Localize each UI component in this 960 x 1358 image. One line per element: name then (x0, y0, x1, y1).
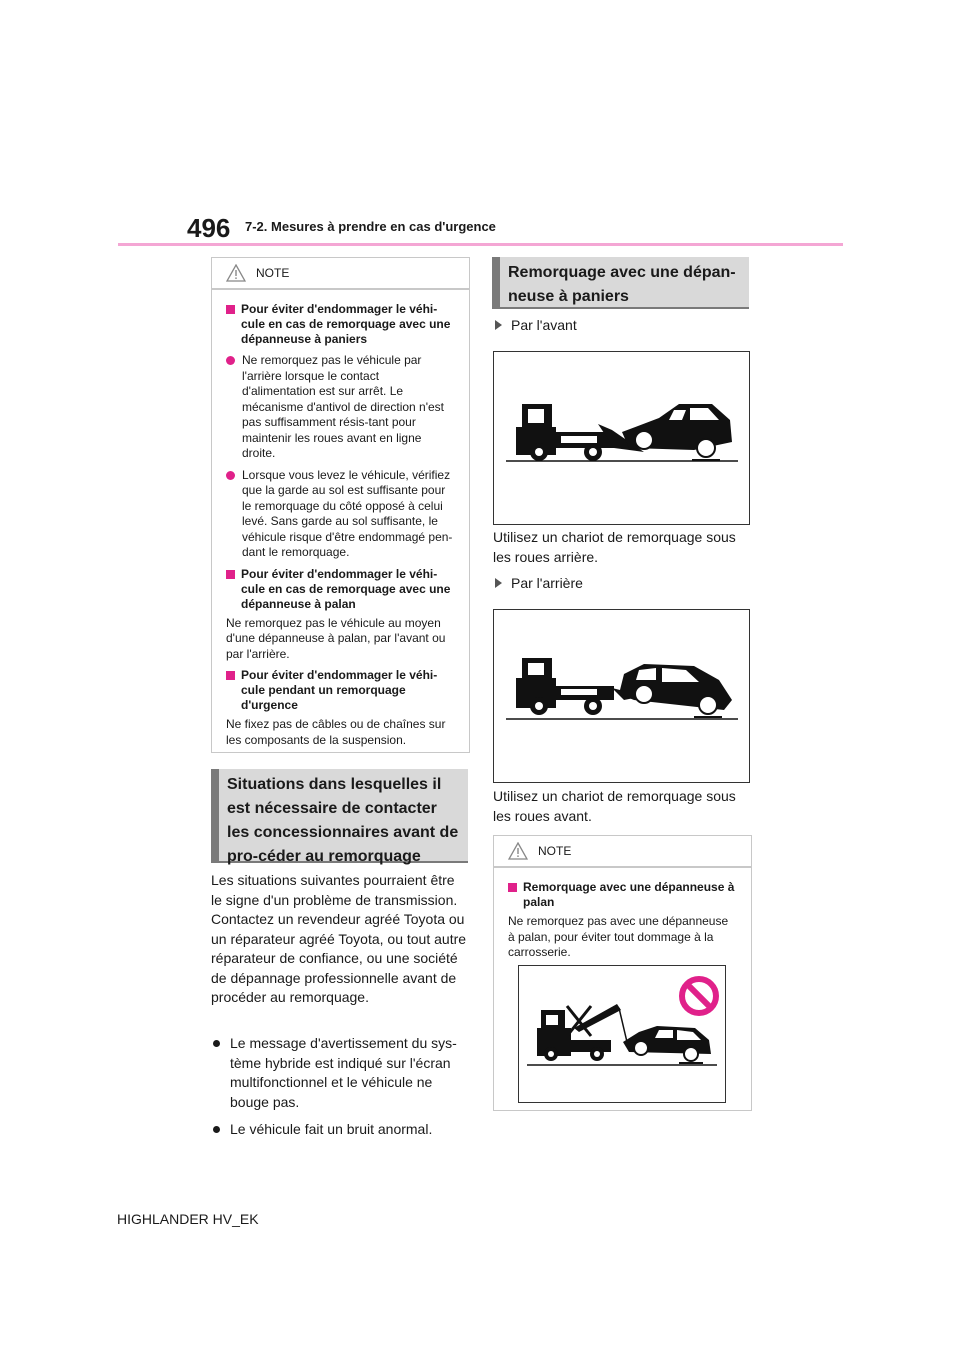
warning-icon (226, 264, 246, 282)
square-bullet-icon (226, 305, 235, 314)
list-item: Le véhicule fait un bruit anormal. (211, 1120, 468, 1140)
situations-list (211, 1026, 468, 1140)
warning-icon (508, 842, 528, 860)
list-item: Le message d'avertissement du sys-tème hybride est indiqué sur l'écran multifonctionnel et le véhicule ne bouge pas. (211, 1034, 468, 1112)
triangle-bullet-icon (495, 320, 502, 330)
note-paragraph: Ne remorquez pas le véhicule au moyen d'une dépanneuse à palan, par l'avant ou par l'arrière. (226, 615, 446, 661)
sub-label-rear: Par l'arrière (495, 575, 583, 591)
circle-bullet-icon (226, 471, 235, 480)
figure-hoist-prohibited (518, 965, 726, 1103)
note-heading: Pour éviter d'endommager le véhi-cule pendant un remorquage d'urgence (226, 668, 455, 713)
bullet-dot-icon (213, 1126, 220, 1133)
note-header (494, 836, 751, 868)
note-label: NOTE (538, 844, 572, 858)
note-label: NOTE (256, 266, 290, 280)
figure-tow-front (493, 351, 750, 525)
prohibited-tow-illustration (519, 966, 725, 1102)
square-bullet-icon (226, 570, 235, 579)
square-bullet-icon (226, 671, 235, 680)
footer-model: HIGHLANDER HV_EK (117, 1211, 259, 1227)
note-heading: Remorquage avec une dépanneuse à palan (508, 880, 737, 910)
note-paragraph: Ne fixez pas de câbles ou de chaînes sur les composants de la suspension. (226, 717, 446, 747)
note-list-item: Lorsque vous levez le véhicule, vérifiez que la garde au sol est suffisante pour le remorquage du côté opposé à celui levé. Sans garde au sol suffisante, le véhicule risque d'être endommagé pen-dant le remorquage. (226, 468, 455, 561)
section-body-text: Les situations suivantes pourraient être le signe d'un problème de transmission. Contactez un revendeur agréé Toyota ou un réparateur agréé Toyota, ou tout autre réparateur de confiance, ou une société de dépannage professionnelle avant de procéder au remorquage. (211, 872, 467, 1005)
note-heading: Pour éviter d'endommager le véhi-cule en cas de remorquage avec une dépanneuse à palan (226, 567, 455, 612)
section-heading-situations: Situations dans lesquelles il est nécessaire de contacter les concessionnaires avant de pro-céder au remorquage (211, 769, 468, 863)
header-divider (118, 243, 843, 246)
tow-truck-illustration (494, 352, 749, 524)
circle-bullet-icon (226, 356, 235, 365)
bullet-dot-icon (213, 1040, 220, 1047)
figure-tow-rear (493, 609, 750, 783)
note-box-hoist (493, 835, 752, 1111)
square-bullet-icon (508, 883, 517, 892)
figure-caption: Utilisez un chariot de remorquage sous les roues avant. (493, 788, 736, 824)
note-box-towing (211, 257, 470, 753)
note-heading: Pour éviter d'endommager le véhi-cule en cas de remorquage avec une dépanneuse à paniers (226, 302, 455, 347)
triangle-bullet-icon (495, 578, 502, 588)
page-number: 496 (187, 213, 231, 243)
chapter-title: 7-2. Mesures à prendre en cas d'urgence (245, 219, 496, 234)
sub-label-front: Par l'avant (495, 317, 577, 333)
note-header (212, 258, 469, 290)
tow-truck-illustration (494, 610, 749, 782)
section-heading-wheel-lift: Remorquage avec une dépan-neuse à paniers (492, 257, 749, 309)
figure-caption: Utilisez un chariot de remorquage sous les roues arrière. (493, 529, 736, 565)
note-list-item: Ne remorquez pas le véhicule par l'arrière lorsque le contact d'alimentation est sur arrêt. Le mécanisme d'antivol de direction n'est pas suffisamment résis-tant pour maintenir les roues avant en ligne droite. (226, 353, 455, 462)
note-paragraph: Ne remorquez pas avec une dépanneuse à palan, pour éviter tout dommage à la carrosserie. (508, 914, 729, 959)
